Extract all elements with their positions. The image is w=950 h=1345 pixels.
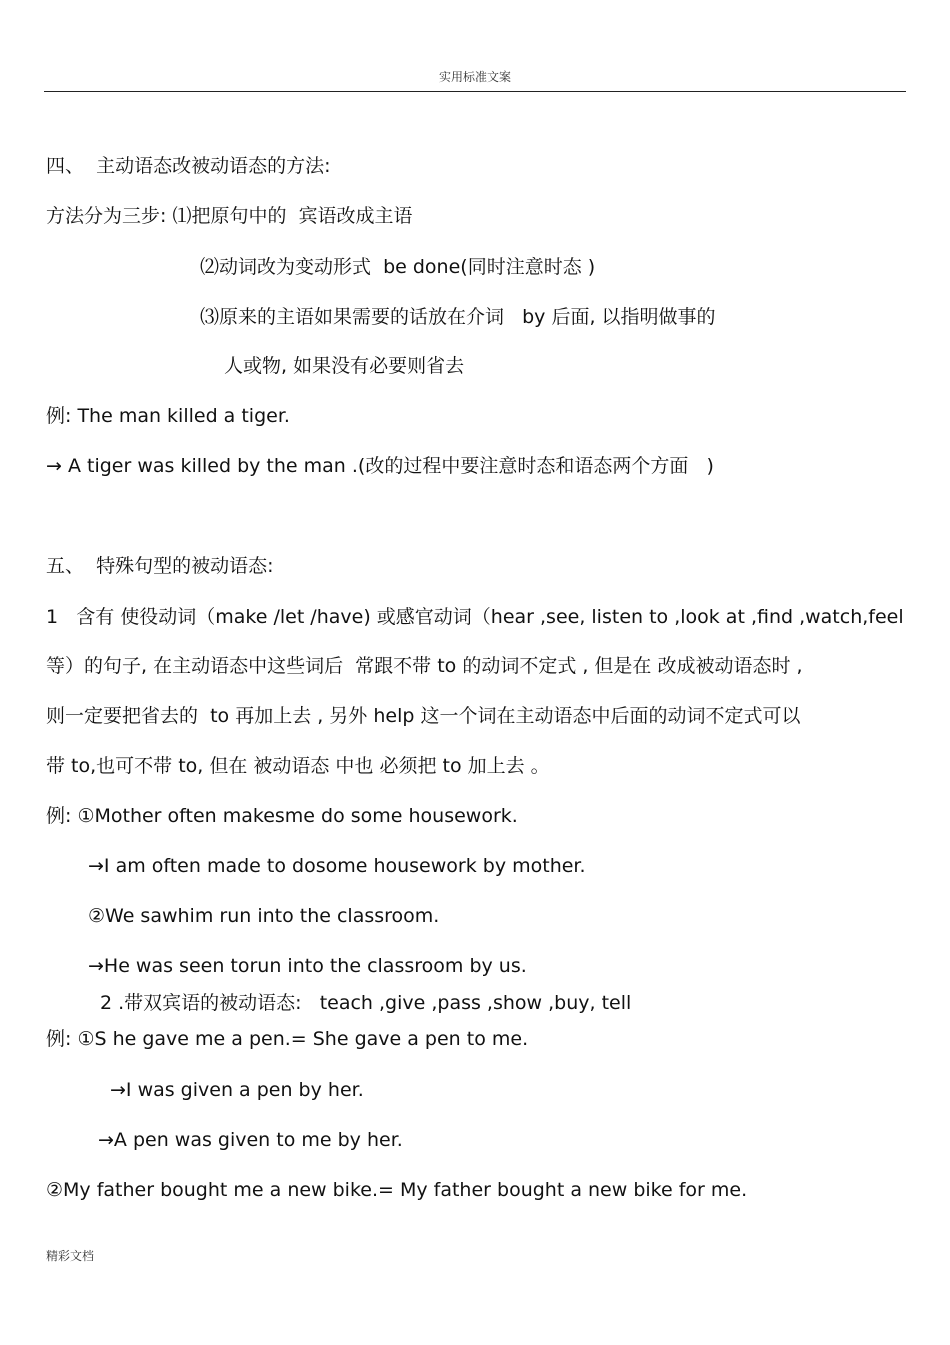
- example-3-result-2: →A pen was given to me by her.: [98, 1129, 403, 1151]
- example-1-result: →I am often made to dosome housework by mother.: [88, 855, 586, 877]
- method-step-1: 方法分为三步: ⑴把原句中的 宾语改成主语: [46, 205, 413, 227]
- example-1: 例: ①Mother often makesme do some housework.: [46, 805, 518, 827]
- paragraph-1-line-2: 等）的句子, 在主动语态中这些词后 常跟不带 to 的动词不定式 , 但是在 改成被动语态时 ,: [46, 655, 803, 677]
- example-sentence: 例: The man killed a tiger.: [46, 405, 290, 427]
- example-2-result: →He was seen torun into the classroom by us.: [88, 955, 527, 977]
- paragraph-1-line-4: 带 to,也可不带 to, 但在 被动语态 中也 必须把 to 加上去 。: [46, 755, 550, 777]
- method-step-3: ⑶原来的主语如果需要的话放在介词 by 后面, 以指明做事的: [200, 306, 716, 328]
- example-3-result-1: →I was given a pen by her.: [110, 1079, 364, 1101]
- paragraph-2-heading: 2 .带双宾语的被动语态: teach ,give ,pass ,show ,buy, tell: [100, 992, 632, 1014]
- page-footer-text: 精彩文档: [46, 1249, 95, 1263]
- section-5-heading: 五、 特殊句型的被动语态:: [46, 555, 274, 577]
- example-2: ②We sawhim run into the classroom.: [88, 905, 440, 927]
- section-4-heading: 四、 主动语态改被动语态的方法:: [46, 155, 331, 177]
- paragraph-1-line-3: 则一定要把省去的 to 再加上去 , 另外 help 这一个词在主动语态中后面的动词不定式可以: [46, 705, 801, 727]
- page-header-title: 实用标准文案: [438, 70, 511, 84]
- example-result: → A tiger was killed by the man .(改的过程中要注意时态和语态两个方面 ): [46, 455, 714, 477]
- paragraph-1-line-1: 1 含有 使役动词（make /let /have) 或感官动词（hear ,see, listen to ,look at ,find ,watch,feel: [46, 606, 904, 628]
- method-step-3-continued: 人或物, 如果没有必要则省去: [224, 355, 465, 377]
- header-divider: [44, 91, 906, 92]
- method-step-2: ⑵动词改为变动形式 be done(同时注意时态 ): [200, 256, 596, 278]
- example-3: 例: ①S he gave me a pen.= She gave a pen to me.: [46, 1028, 529, 1050]
- example-4: ②My father bought me a new bike.= My father bought a new bike for me.: [46, 1179, 748, 1201]
